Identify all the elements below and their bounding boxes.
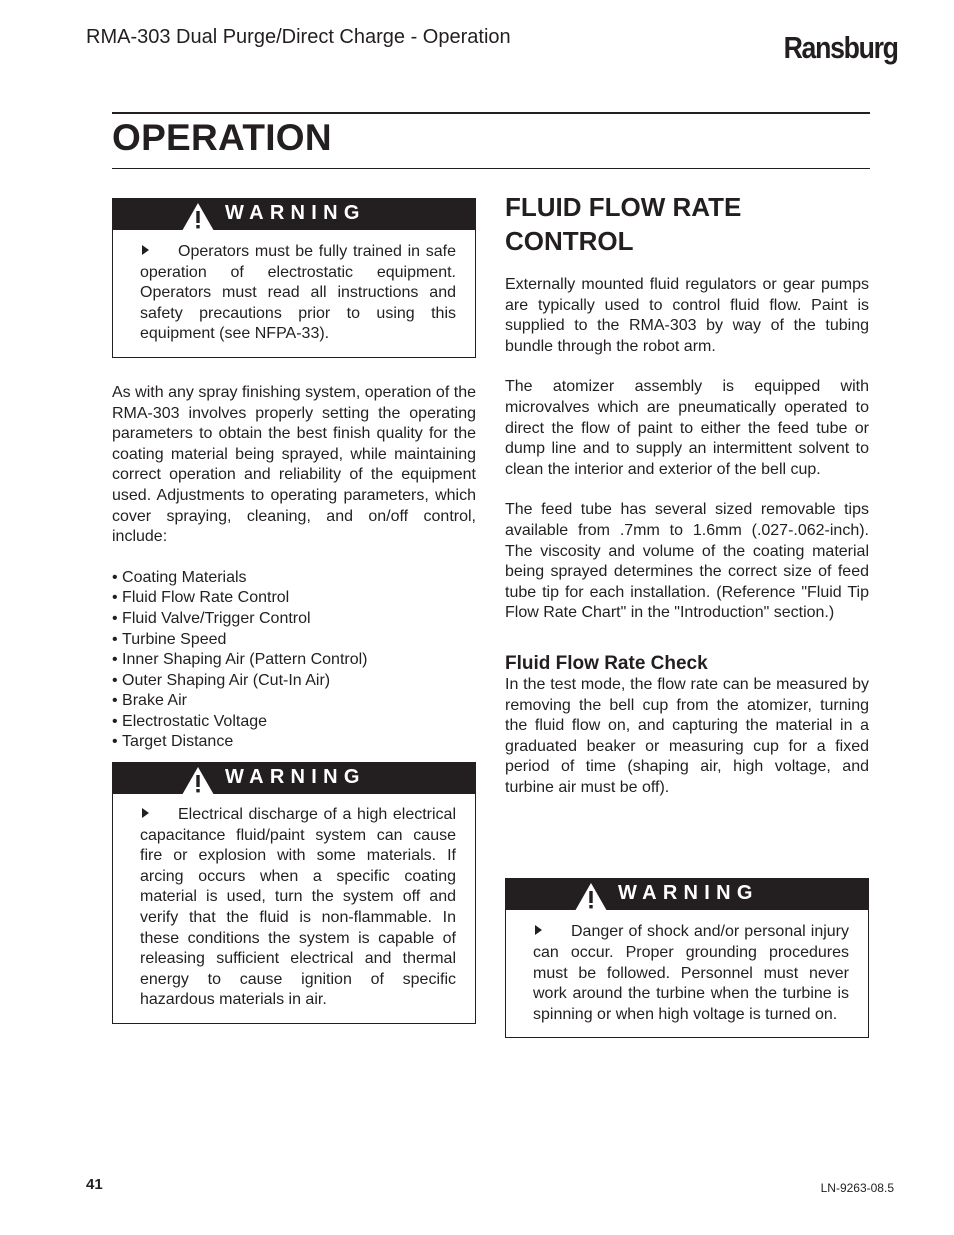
warning-triangle-icon — [574, 882, 608, 912]
warning-body — [506, 910, 868, 1037]
list-item: • Fluid Valve/Trigger Control — [112, 609, 476, 630]
warning-label: WARNING — [618, 882, 759, 905]
feed-tube-paragraph: The feed tube has several sized removable tips available from .7mm to 1.6mm (.027-.062-inch). The viscosity and volume of the coating material being sprayed determines the correct size of feed tube tip for each installation. (Reference "Fluid Tip Flow Rate Chart" in the "Introduction" section.) — [505, 501, 869, 622]
warning-header — [113, 199, 475, 230]
warning-text: Electrical discharge of a high electrical capacitance fluid/paint system can cause fire or explosion with some materials. If arcing occurs when a specific coating material is used, turn the system off and verify that the fluid is non-flammable. In these conditions the system is capable of releasing sufficient electrical and thermal energy to cause ignition of specific hazardous materials in air. — [140, 806, 456, 1009]
warning-body — [113, 230, 475, 357]
right-column — [505, 190, 869, 1038]
flow-check-heading: Fluid Flow Rate Check — [505, 652, 708, 674]
list-item: • Coating Materials — [112, 568, 476, 589]
microvalve-paragraph: The atomizer assembly is equipped with microvalves which are pneumatically operated to direct the flow of paint to either the feed tube or dump line and to supply an intermittent solvent to clean the interior and exterior of the bell cup. — [505, 378, 869, 478]
warning-text: Danger of shock and/or personal injury can occur. Proper grounding procedures must be followed. Personnel must never work around the turbine when the turbine is spinning or when high voltage is turned on. — [533, 923, 849, 1023]
warning-header — [113, 763, 475, 794]
warning-header — [506, 879, 868, 910]
section-title: OPERATION — [112, 117, 332, 158]
warning-triangle-icon — [181, 766, 215, 796]
warning-text: Operators must be fully trained in safe operation of electrostatic equipment. Operators must read all instructions and safety precautions prior to using this equipment (see NFPA-33). — [140, 243, 456, 343]
warning-label: WARNING — [225, 202, 366, 224]
flow-control-paragraph: Externally mounted fluid regulators or gear pumps are typically used to control fluid flow. Paint is supplied to the RMA-303 by way of the tubing bundle through the robot arm. — [505, 276, 869, 355]
doc-title: RMA-303 Dual Purge/Direct Charge - Operation — [86, 26, 511, 48]
flow-check-paragraph: In the test mode, the flow rate can be measured by removing the bell cup from the atomizer, turning the fluid flow on, and capturing the material in a graduated beaker or measuring cup for a fixed period of time (shaping air, high voltage, and turbine air must be off). — [505, 675, 869, 796]
warning-paragraph — [140, 242, 456, 345]
arrow-bullet-icon — [142, 808, 149, 818]
list-item: • Outer Shaping Air (Cut-In Air) — [112, 671, 476, 692]
subsection-heading: FLUID FLOW RATE CONTROL — [505, 192, 742, 256]
warning-label: WARNING — [225, 766, 366, 789]
brand-logo: Ransburg — [783, 30, 898, 65]
list-item: • Inner Shaping Air (Pattern Control) — [112, 650, 476, 671]
arrow-bullet-icon — [535, 925, 542, 935]
warning-paragraph — [140, 805, 456, 1011]
warning-triangle-icon — [181, 202, 215, 232]
warning-paragraph — [533, 922, 849, 1025]
warning-box-discharge — [112, 762, 476, 1024]
section-rule-bottom — [112, 168, 870, 169]
warning-box-training — [112, 198, 476, 358]
left-column — [112, 198, 476, 1024]
arrow-bullet-icon — [142, 245, 149, 255]
parameter-list — [112, 568, 476, 753]
intro-paragraph: As with any spray finishing system, operation of the RMA-303 involves properly setting the operating parameters to obtain the best finish quality for the coating material being sprayed, while maintaining correct operation and reliability of the equipment used. Adjustments to operating parameters, which cover spraying, cleaning, and on/off control, include: — [112, 383, 476, 546]
list-item: • Electrostatic Voltage — [112, 712, 476, 733]
section-rule-top — [112, 112, 870, 114]
warning-box-shock — [505, 878, 869, 1038]
warning-body — [113, 794, 475, 1023]
list-item: • Turbine Speed — [112, 630, 476, 651]
list-item: • Fluid Flow Rate Control — [112, 588, 476, 609]
list-item: • Brake Air — [112, 691, 476, 712]
list-item: • Target Distance — [112, 732, 476, 753]
document-code: LN-9263-08.5 — [820, 1181, 894, 1195]
page-number: 41 — [86, 1176, 103, 1193]
